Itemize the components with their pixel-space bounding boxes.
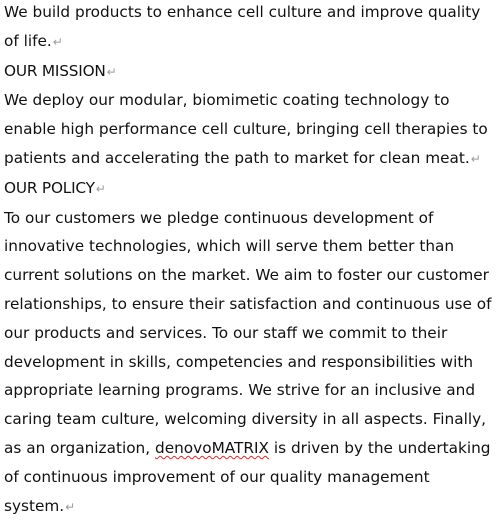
paragraph-mark-icon: ↵ (65, 499, 76, 514)
paragraph-mark-icon: ↵ (106, 64, 117, 79)
mission-heading (4, 57, 496, 87)
policy-body-text-part2: is driven by the undertaking of continuous improvement of our quality management system. (4, 438, 491, 515)
intro-paragraph (4, 0, 496, 57)
paragraph-mark-icon: ↵ (52, 34, 63, 49)
intro-text: We build products to enhance cell culture and improve quality of life. (4, 3, 481, 50)
mission-body-text: We deploy our modular, biomimetic coating technology to enable high performance cell culture, bringing cell therapies to patients and accelerating the path to market for clean meat. (4, 91, 488, 167)
mission-paragraph (4, 86, 496, 173)
spellcheck-flagged-word[interactable]: denovoMATRIX (154, 438, 270, 457)
document-body (4, 0, 496, 521)
policy-body-text-part1: To our customers we pledge continuous development of innovative technologies, which will serve them better than current solutions on the market. We aim to foster our customer relationships, to ensure their satisfaction and continuous use of our products and services. To our staff we commit to their development in skills, competencies and responsibilities with appropriate learning programs. We strive for an inclusive and caring team culture, welcoming diversity in all aspects. Finally, as an organization, (4, 208, 492, 457)
paragraph-mark-icon: ↵ (470, 151, 481, 166)
mission-heading-text: OUR MISSION (4, 61, 106, 80)
policy-paragraph (4, 204, 496, 521)
paragraph-mark-icon: ↵ (95, 181, 106, 196)
policy-heading-text: OUR POLICY (4, 178, 95, 197)
policy-heading (4, 174, 496, 204)
